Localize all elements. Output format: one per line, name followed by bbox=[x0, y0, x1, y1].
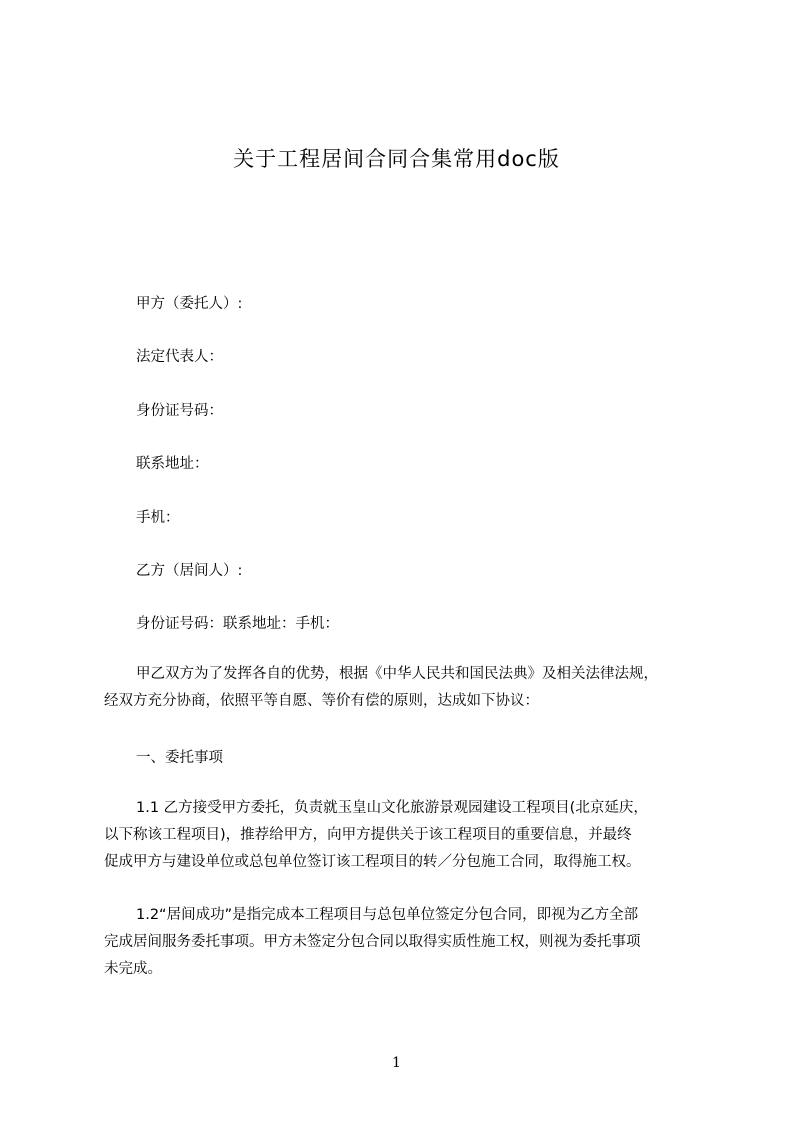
intro-line-1: 甲乙双方为了发挥各自的优势，根据《中华人民共和国民法典》及相关法律法规， bbox=[136, 666, 658, 682]
clause-1-1-line-1: 1.1 乙方接受甲方委托，负责就玉皇山文化旅游景观园建设工程项目(北京延庆， bbox=[136, 800, 648, 816]
clause-1-1-line-2: 以下称该工程项目)，推荐给甲方，向甲方提供关于该工程项目的重要信息，并最终 bbox=[104, 827, 632, 843]
clause-1-1 bbox=[104, 795, 694, 876]
clause-1-2-line-3: 未完成。 bbox=[104, 961, 162, 977]
field-legal-representative: 法定代表人： bbox=[136, 349, 223, 365]
clause-1-2 bbox=[104, 902, 694, 983]
clause-1-2-line-2: 完成居间服务委托事项。甲方未签定分包合同以取得实质性施工权，则视为委托事项 bbox=[104, 934, 641, 950]
field-contact-address: 联系地址： bbox=[136, 456, 209, 472]
field-party-a: 甲方（委托人）: bbox=[136, 296, 243, 312]
field-mobile: 手机： bbox=[136, 510, 180, 526]
page-number: 1 bbox=[392, 1055, 401, 1071]
field-party-b-details: 身份证号码：联系地址：手机： bbox=[136, 616, 339, 632]
field-id-number: 身份证号码： bbox=[136, 403, 223, 419]
clause-1-2-line-1: 1.2“居间成功”是指完成本工程项目与总包单位签定分包合同，即视为乙方全部 bbox=[136, 907, 639, 923]
section-heading-entrustment: 一、委托事项 bbox=[136, 750, 223, 766]
intro-paragraph bbox=[104, 661, 694, 715]
intro-line-2: 经双方充分协商，依照平等自愿、等价有偿的原则，达成如下协议： bbox=[104, 693, 539, 709]
field-party-b: 乙方（居间人）: bbox=[136, 563, 243, 579]
clause-1-1-line-3: 促成甲方与建设单位或总包单位签订该工程项目的转／分包施工合同，取得施工权。 bbox=[104, 854, 641, 870]
document-title: 关于工程居间合同合集常用doc版 bbox=[233, 147, 560, 171]
